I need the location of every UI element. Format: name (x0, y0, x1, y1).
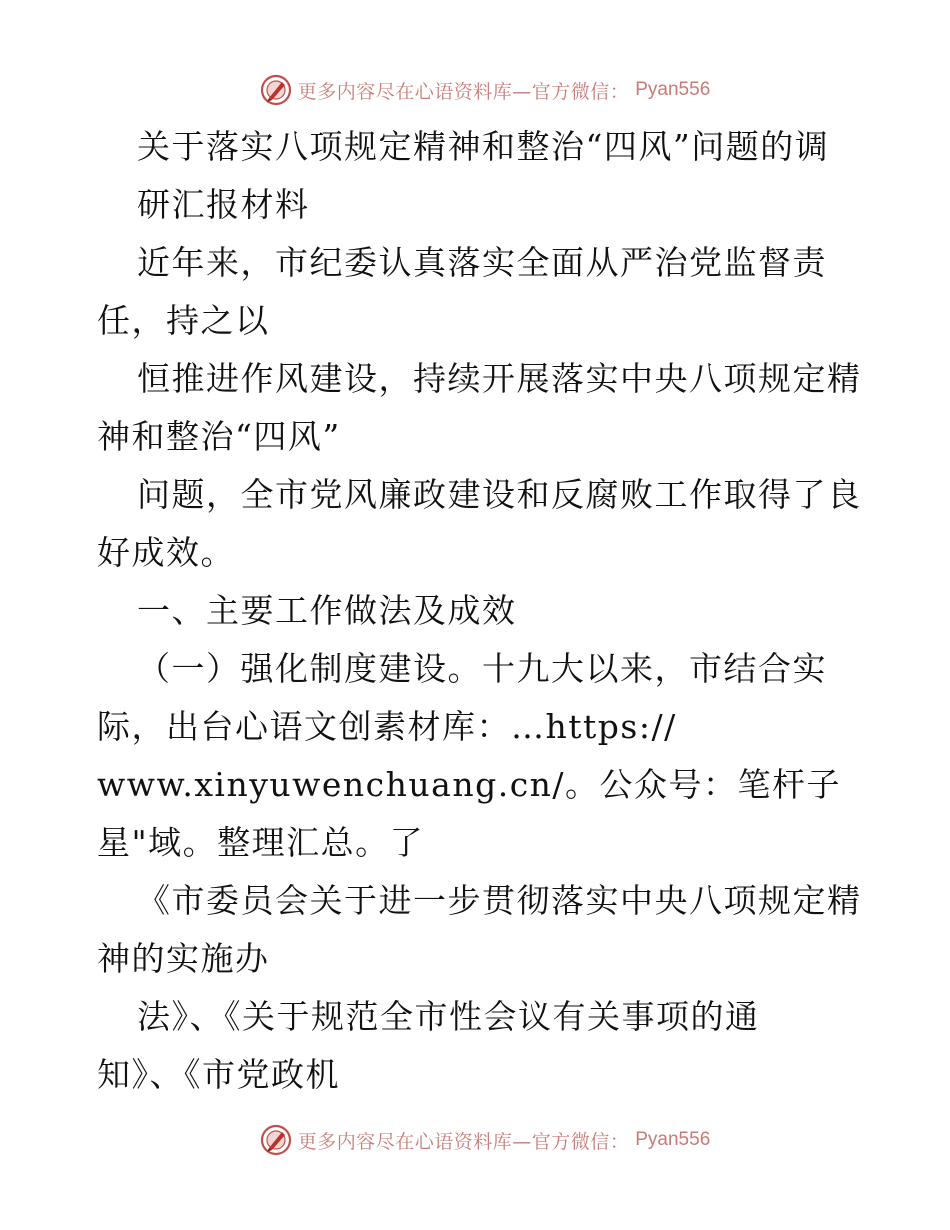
header-banner (0, 70, 950, 110)
document-line: 法》、《关于规范全市性会议有关事项的通 (137, 997, 760, 1036)
document-line: 神和整治“四风” (97, 417, 341, 456)
quill-logo-icon (260, 1124, 292, 1156)
document-line: 知》、《市党政机 (97, 1055, 340, 1094)
header-banner-wechat-id: Pyan556 (635, 79, 711, 100)
document-line: （一）强化制度建设。十九大以来，市结合实 (137, 649, 827, 688)
document-line: 一、主要工作做法及成效 (137, 591, 517, 630)
document-line: 研汇报材料 (137, 185, 310, 224)
footer-banner (0, 1120, 950, 1160)
document-line: 问题，全市党风廉政建设和反腐败工作取得了良 (137, 475, 862, 514)
header-banner-text: 更多内容尽在心语资料库—官方微信： (297, 80, 630, 103)
document-line: 恒推进作风建设，持续开展落实中央八项规定精 (137, 359, 862, 398)
document-line: 际，出台心语文创素材库：…https:// (97, 707, 677, 746)
document-line: 神的实施办 (97, 939, 270, 978)
document-line: 《市委员会关于进一步贯彻落实中央八项规定精 (137, 881, 862, 920)
document-line: 关于落实八项规定精神和整治“四风”问题的调 (137, 127, 830, 166)
footer-banner-wechat-id: Pyan556 (635, 1129, 711, 1150)
document-line: 近年来，市纪委认真落实全面从严治党监督责 (137, 243, 827, 282)
document-line: 任，持之以 (97, 301, 270, 340)
quill-logo-icon (260, 74, 292, 106)
document-line: 好成效。 (97, 533, 235, 572)
document-line: 星"域。整理汇总。了 (97, 823, 425, 862)
document-body (97, 118, 867, 1104)
footer-banner-text: 更多内容尽在心语资料库—官方微信： (297, 1130, 630, 1153)
document-line: www.xinyuwenchuang.cn/。公众号：笔杆子 (97, 765, 842, 804)
